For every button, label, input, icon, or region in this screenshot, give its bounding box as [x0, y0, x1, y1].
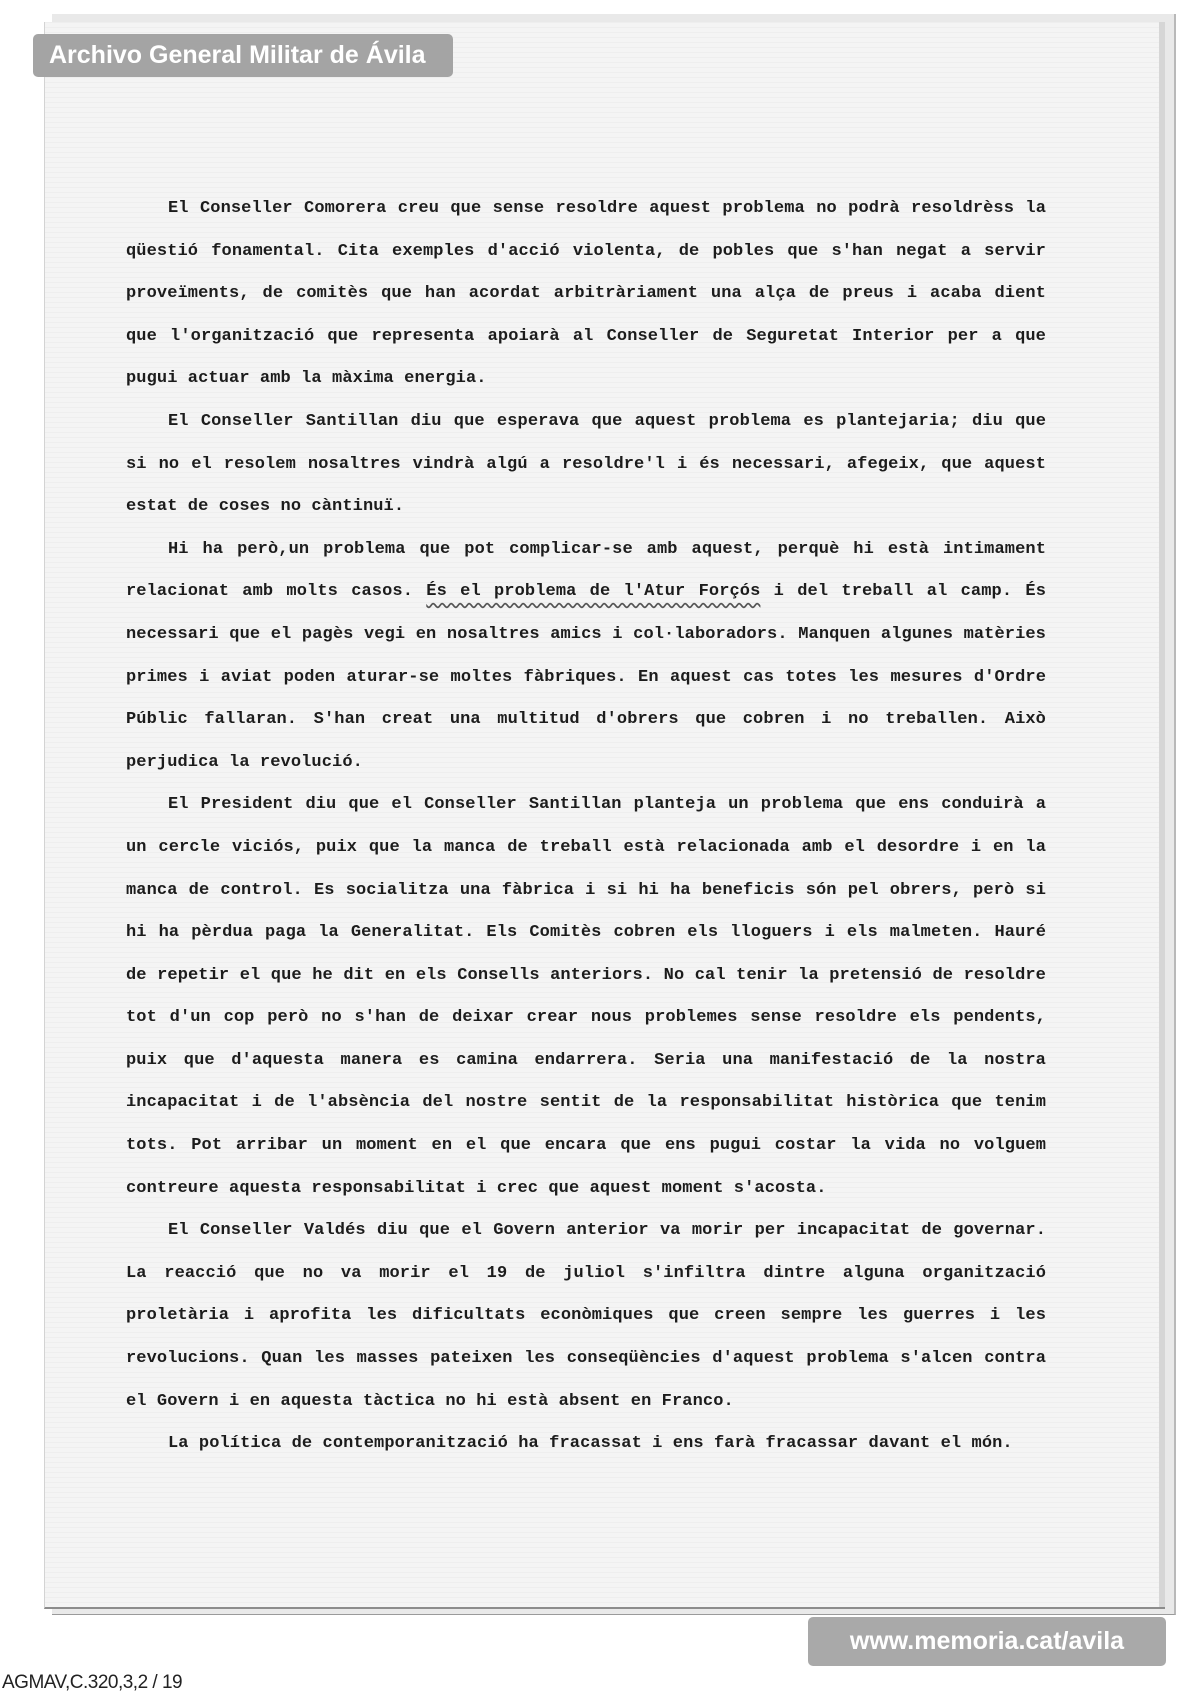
paragraph-president: El President diu que el Conseller Santillan planteja un problema que ens conduirà a un cercle viciós, puix que la manca de treball està relacionada amb el desordre i en la manca de control. Es socialitza una fàbrica i si hi ha beneficis són pel obrers, però si hi ha pèrdua paga la Generalitat. Els Comitès cobren els lloguers i els malmeten. Hauré de repetir el que he dit en els Consells anteriors. No cal tenir la pretensió de resoldre tot d'un cop però no s'han de deixar crear nous problemes sense resoldre els pendents, puix que d'aquesta manera es camina endarrera. Seria una manifestació de la nostra incapacitat i de l'absència del nostre sentit de la responsabilitat històrica que tenim tots. Pot arribar un moment en el que encara que ens pugui costar la vida no volguem contreure aquesta responsabilitat i crec que aquest moment s'acosta. [126, 795, 1046, 1198]
paragraph-atur-forcos [126, 529, 1046, 785]
paragraph-valdes: El Conseller Valdés diu que el Govern anterior va morir per incapacitat de governar. La reacció que no va morir el 19 de juliol s'infiltra dintre alguna organització proletària i aprofita les dificultats econòmiques que creen sempre les guerres i les revolucions. Quan les masses pateixen les conseqüències d'aquest problema s'alcen contra el Govern i en aquesta tàctica no hi està absent en Franco. [126, 1221, 1046, 1411]
page-edge [1159, 22, 1165, 1607]
archive-watermark-label: Archivo General Militar de Ávila [33, 34, 453, 77]
document-body [126, 188, 1046, 1466]
archive-reference: AGMAV,C.320,3,2 / 19 [2, 1672, 183, 1693]
website-watermark-label: www.memoria.cat/avila [808, 1617, 1166, 1666]
paragraph-politica: La política de contemporanització ha fracassat i ens farà fracassar davant el món. [168, 1434, 1013, 1454]
paragraph-santillan: El Conseller Santillan diu que esperava que aquest problema es plantejaria; diu que si no el resolem nosaltres vindrà algú a resoldre'l i és necessari, afegeix, que aquest estat de coses no càntinuï. [126, 411, 1046, 517]
underlined-phrase: És el problema de l'Atur Forçós [426, 582, 761, 602]
paragraph-atur-forcos-start: Hi ha però,un problema que pot complicar-se amb aquest, perquè hi està intimament relacionat amb molts casos. [126, 539, 1046, 602]
paragraph-atur-forcos-end: i del treball al camp. És necessari que el pagès vegi en nosaltres amics i col·laboradors. Manquen algunes matèries primes i aviat poden aturar-se moltes fàbriques. En aquest cas totes les mesures d'Ordre Públic fallaran. S'han creat una multitud d'obrers que cobren i no treballen. Això perjudica la revolució. [126, 582, 1047, 772]
paragraph-comorera: El Conseller Comorera creu que sense resoldre aquest problema no podrà resoldrèss la qüestió fonamental. Cita exemples d'acció violenta, de pobles que s'han negat a servir proveïments, de comitès que han acordat arbitràriament una alça de preus i acaba dient que l'organització que representa apoiarà al Conseller de Seguretat Interior per a que pugui actuar amb la màxima energia. [126, 199, 1046, 389]
